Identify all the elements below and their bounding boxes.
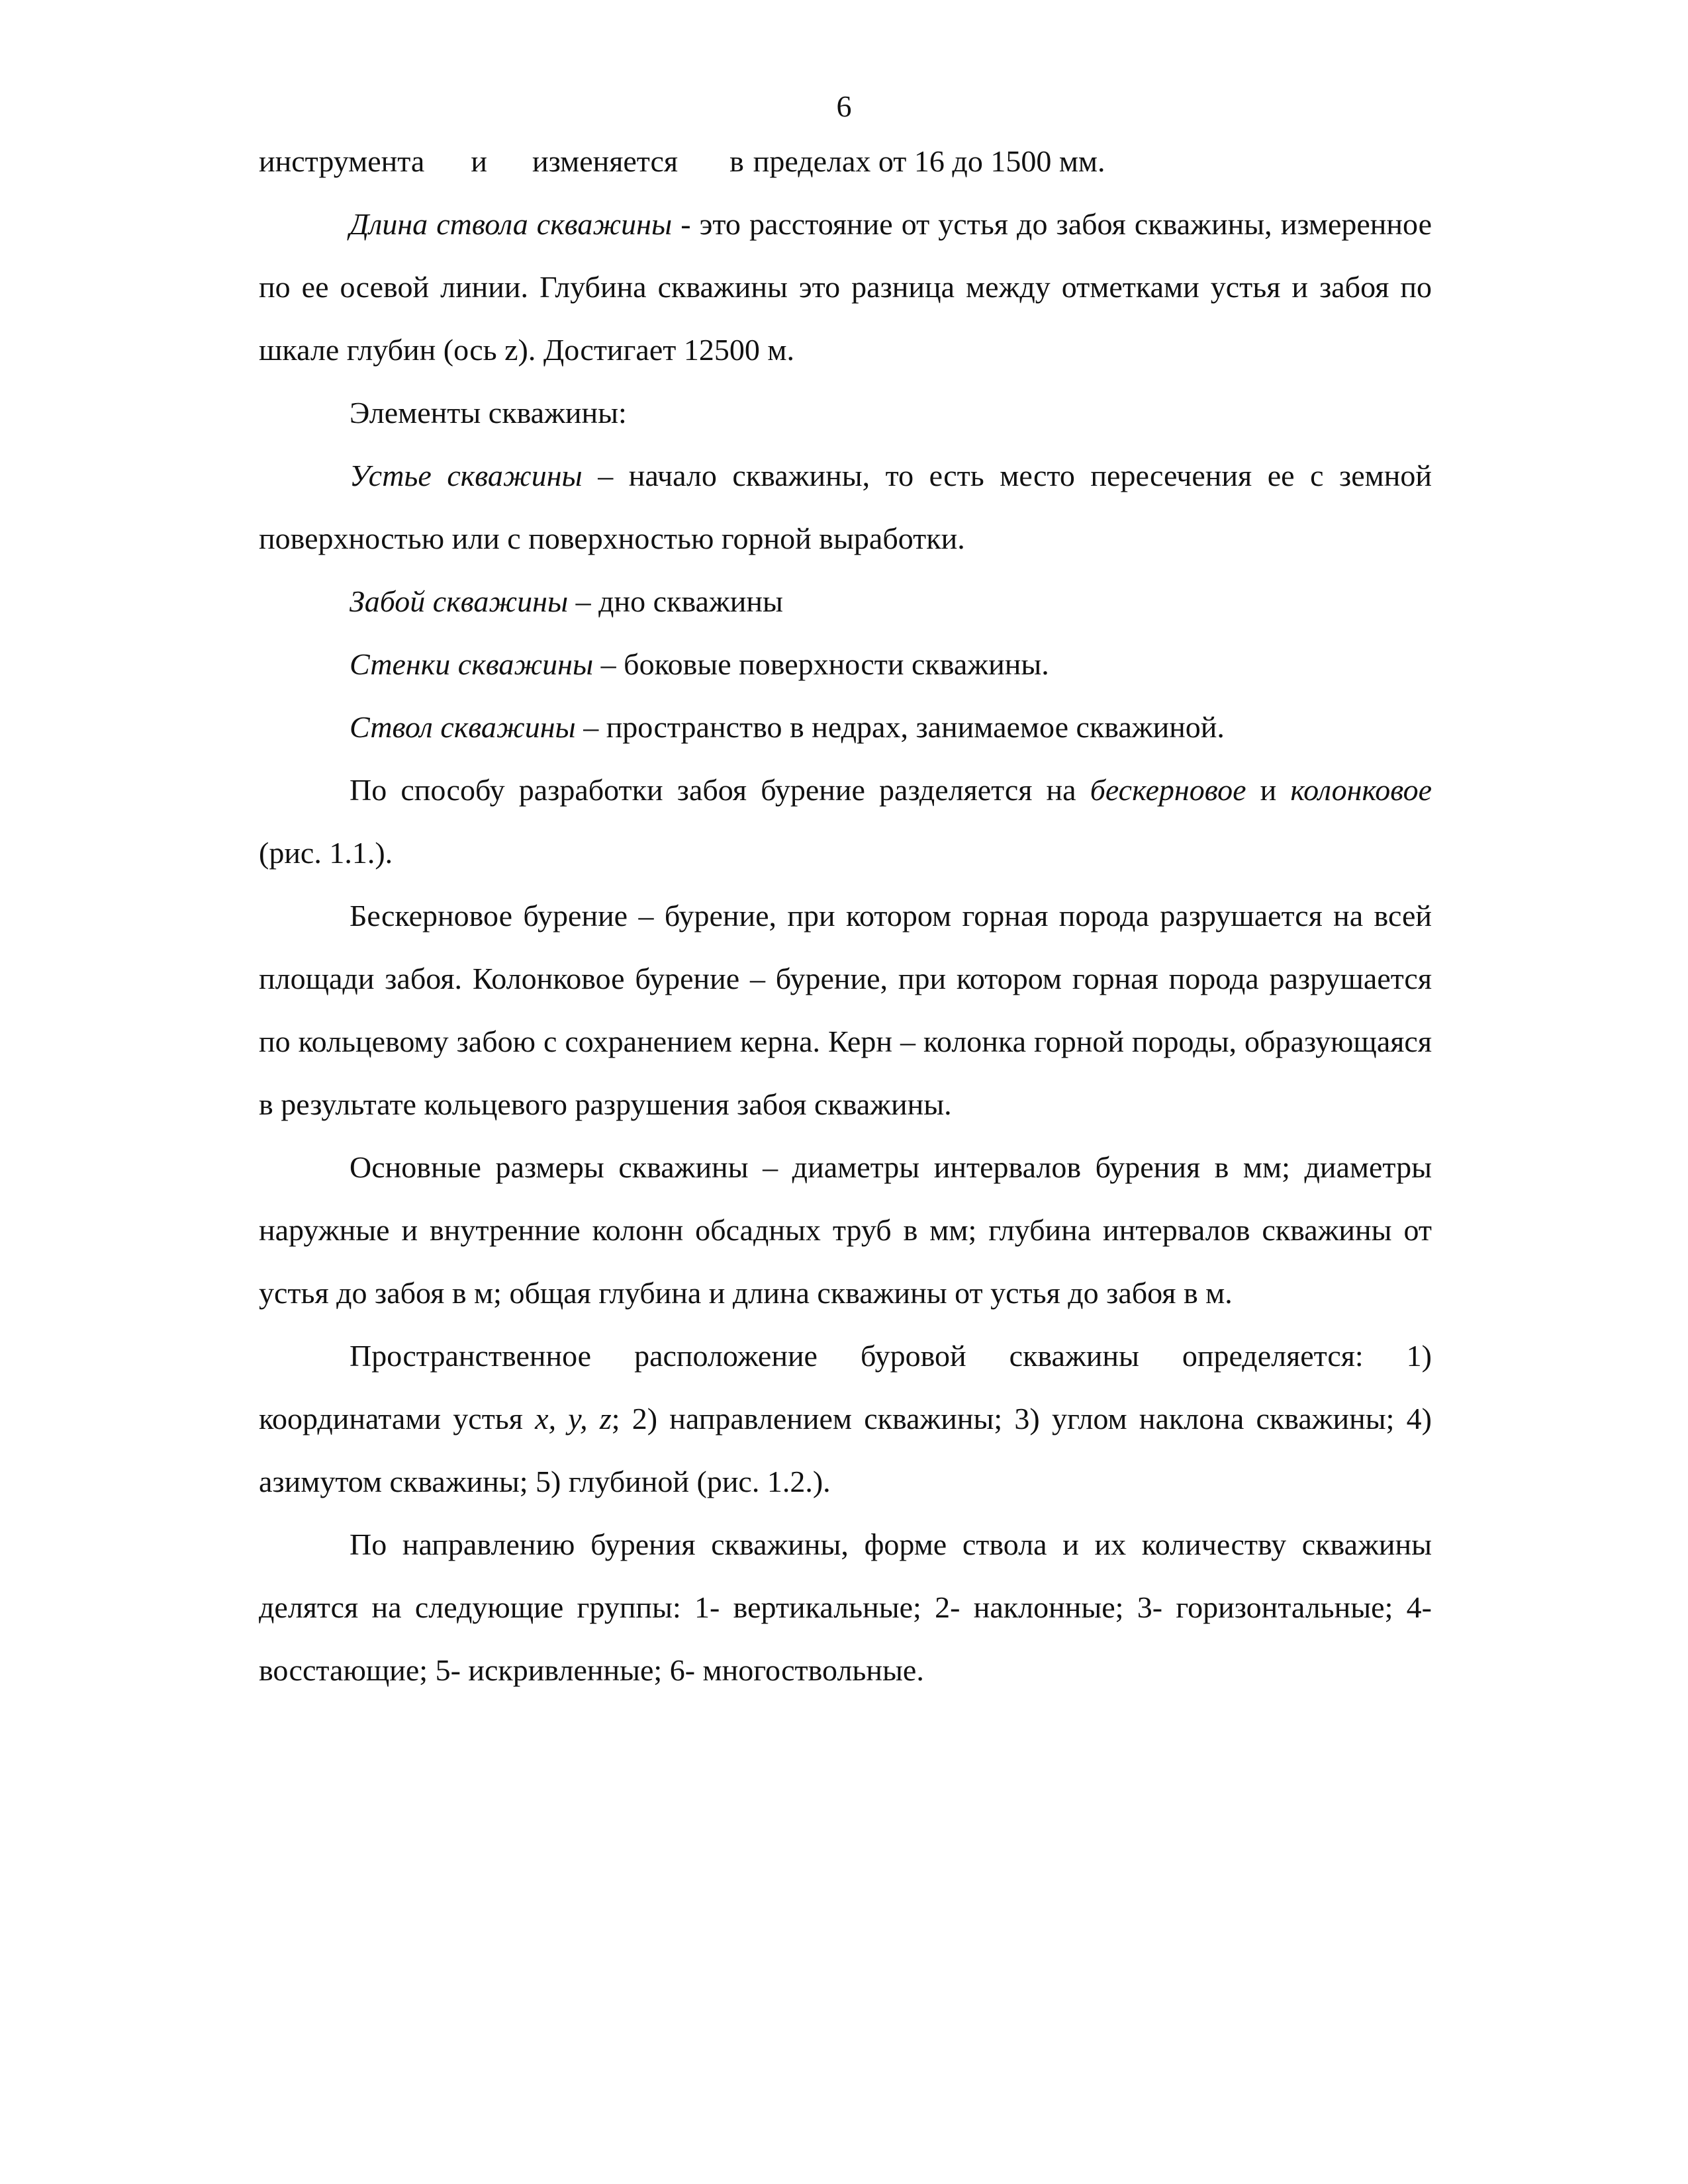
term-italic: Длина ствола скважины [350,207,673,241]
word: инструмента [259,144,425,178]
term-italic: колонковое [1290,773,1432,807]
word: и [471,144,487,178]
word: изменяется [532,144,679,178]
text-run: (рис. 1.1.). [259,836,393,870]
text-run: – начало скважины, то есть место пересечения ее с земной поверхностью или с поверхностью горной выработки. [259,459,1432,555]
text-run: Пространственное расположение буровой скважины определяется: 1) координатами устья [259,1339,1432,1435]
paragraph-spatial-location [259,1324,1432,1513]
text-run: пределах от 16 до 1500 мм. [753,144,1105,178]
text-run: По направлению бурения скважины, форме ствола и их количеству скважины делятся на следующие группы: 1- вертикальные; 2- наклонные; 3- горизонтальные; 4- восстающие; 5- искривленные; 6- многоствольные. [259,1527,1432,1687]
paragraph-bottom [259,570,1432,633]
term-italic: бескерновое [1090,773,1246,807]
text-run: По способу разработки забоя бурение разделяется на [350,773,1090,807]
text-run: Основные размеры скважины – диаметры интервалов бурения в мм; диаметры наружные и внутренние колонн обсадных труб в мм; глубина интервалов скважины от устья до забоя в м; общая глубина и длина скважины от устья до забоя в м. [259,1150,1432,1310]
text-run: Элементы скважины: [350,396,627,430]
term-italic: Забой скважины [350,584,569,618]
paragraph-drilling-methods [259,758,1432,884]
word: в [729,144,744,178]
page-number: 6 [836,89,852,123]
text-run: – пространство в недрах, занимаемое скважиной. [575,710,1225,744]
paragraph-borehole [259,696,1432,758]
term-italic: Ствол скважины [350,710,576,744]
coordinates-italic: x, y, z [535,1402,612,1435]
text-run: и [1246,773,1291,807]
text-run: – боковые поверхности скважины. [593,647,1049,681]
paragraph-coreless-drilling [259,884,1432,1136]
text-run: ; 2) направлением скважины; 3) углом наклона скважины; 4) азимутом скважины; 5) глубиной (рис. 1.2.). [259,1402,1432,1498]
paragraph-well-groups [259,1513,1432,1702]
text-run: – дно скважины [568,584,783,618]
term-italic: Стенки скважины [350,647,594,681]
text-run: - это расстояние от устья до забоя скважины, измеренное по ее осевой линии. Глубина скважины это разница между отметками устья и забоя по шкале глубин (ось z). Достигает 12500 м. [259,207,1432,367]
paragraph-wellhead [259,444,1432,570]
paragraph-elements-heading [259,381,1432,444]
paragraph-continuation [259,130,1432,193]
document-body [259,130,1432,1702]
paragraph-well-length [259,193,1432,381]
paragraph-main-dimensions [259,1136,1432,1324]
text-run: Бескерновое бурение – бурение, при котором горная порода разрушается на всей площади забоя. Колонковое бурение – бурение, при котором горная порода разрушается по кольцевому забою с сохранением керна. Керн – колонка горной породы, образующаяся в результате кольцевого разрушения забоя скважины. [259,899,1432,1121]
term-italic: Устье скважины [350,459,583,492]
paragraph-walls [259,633,1432,696]
